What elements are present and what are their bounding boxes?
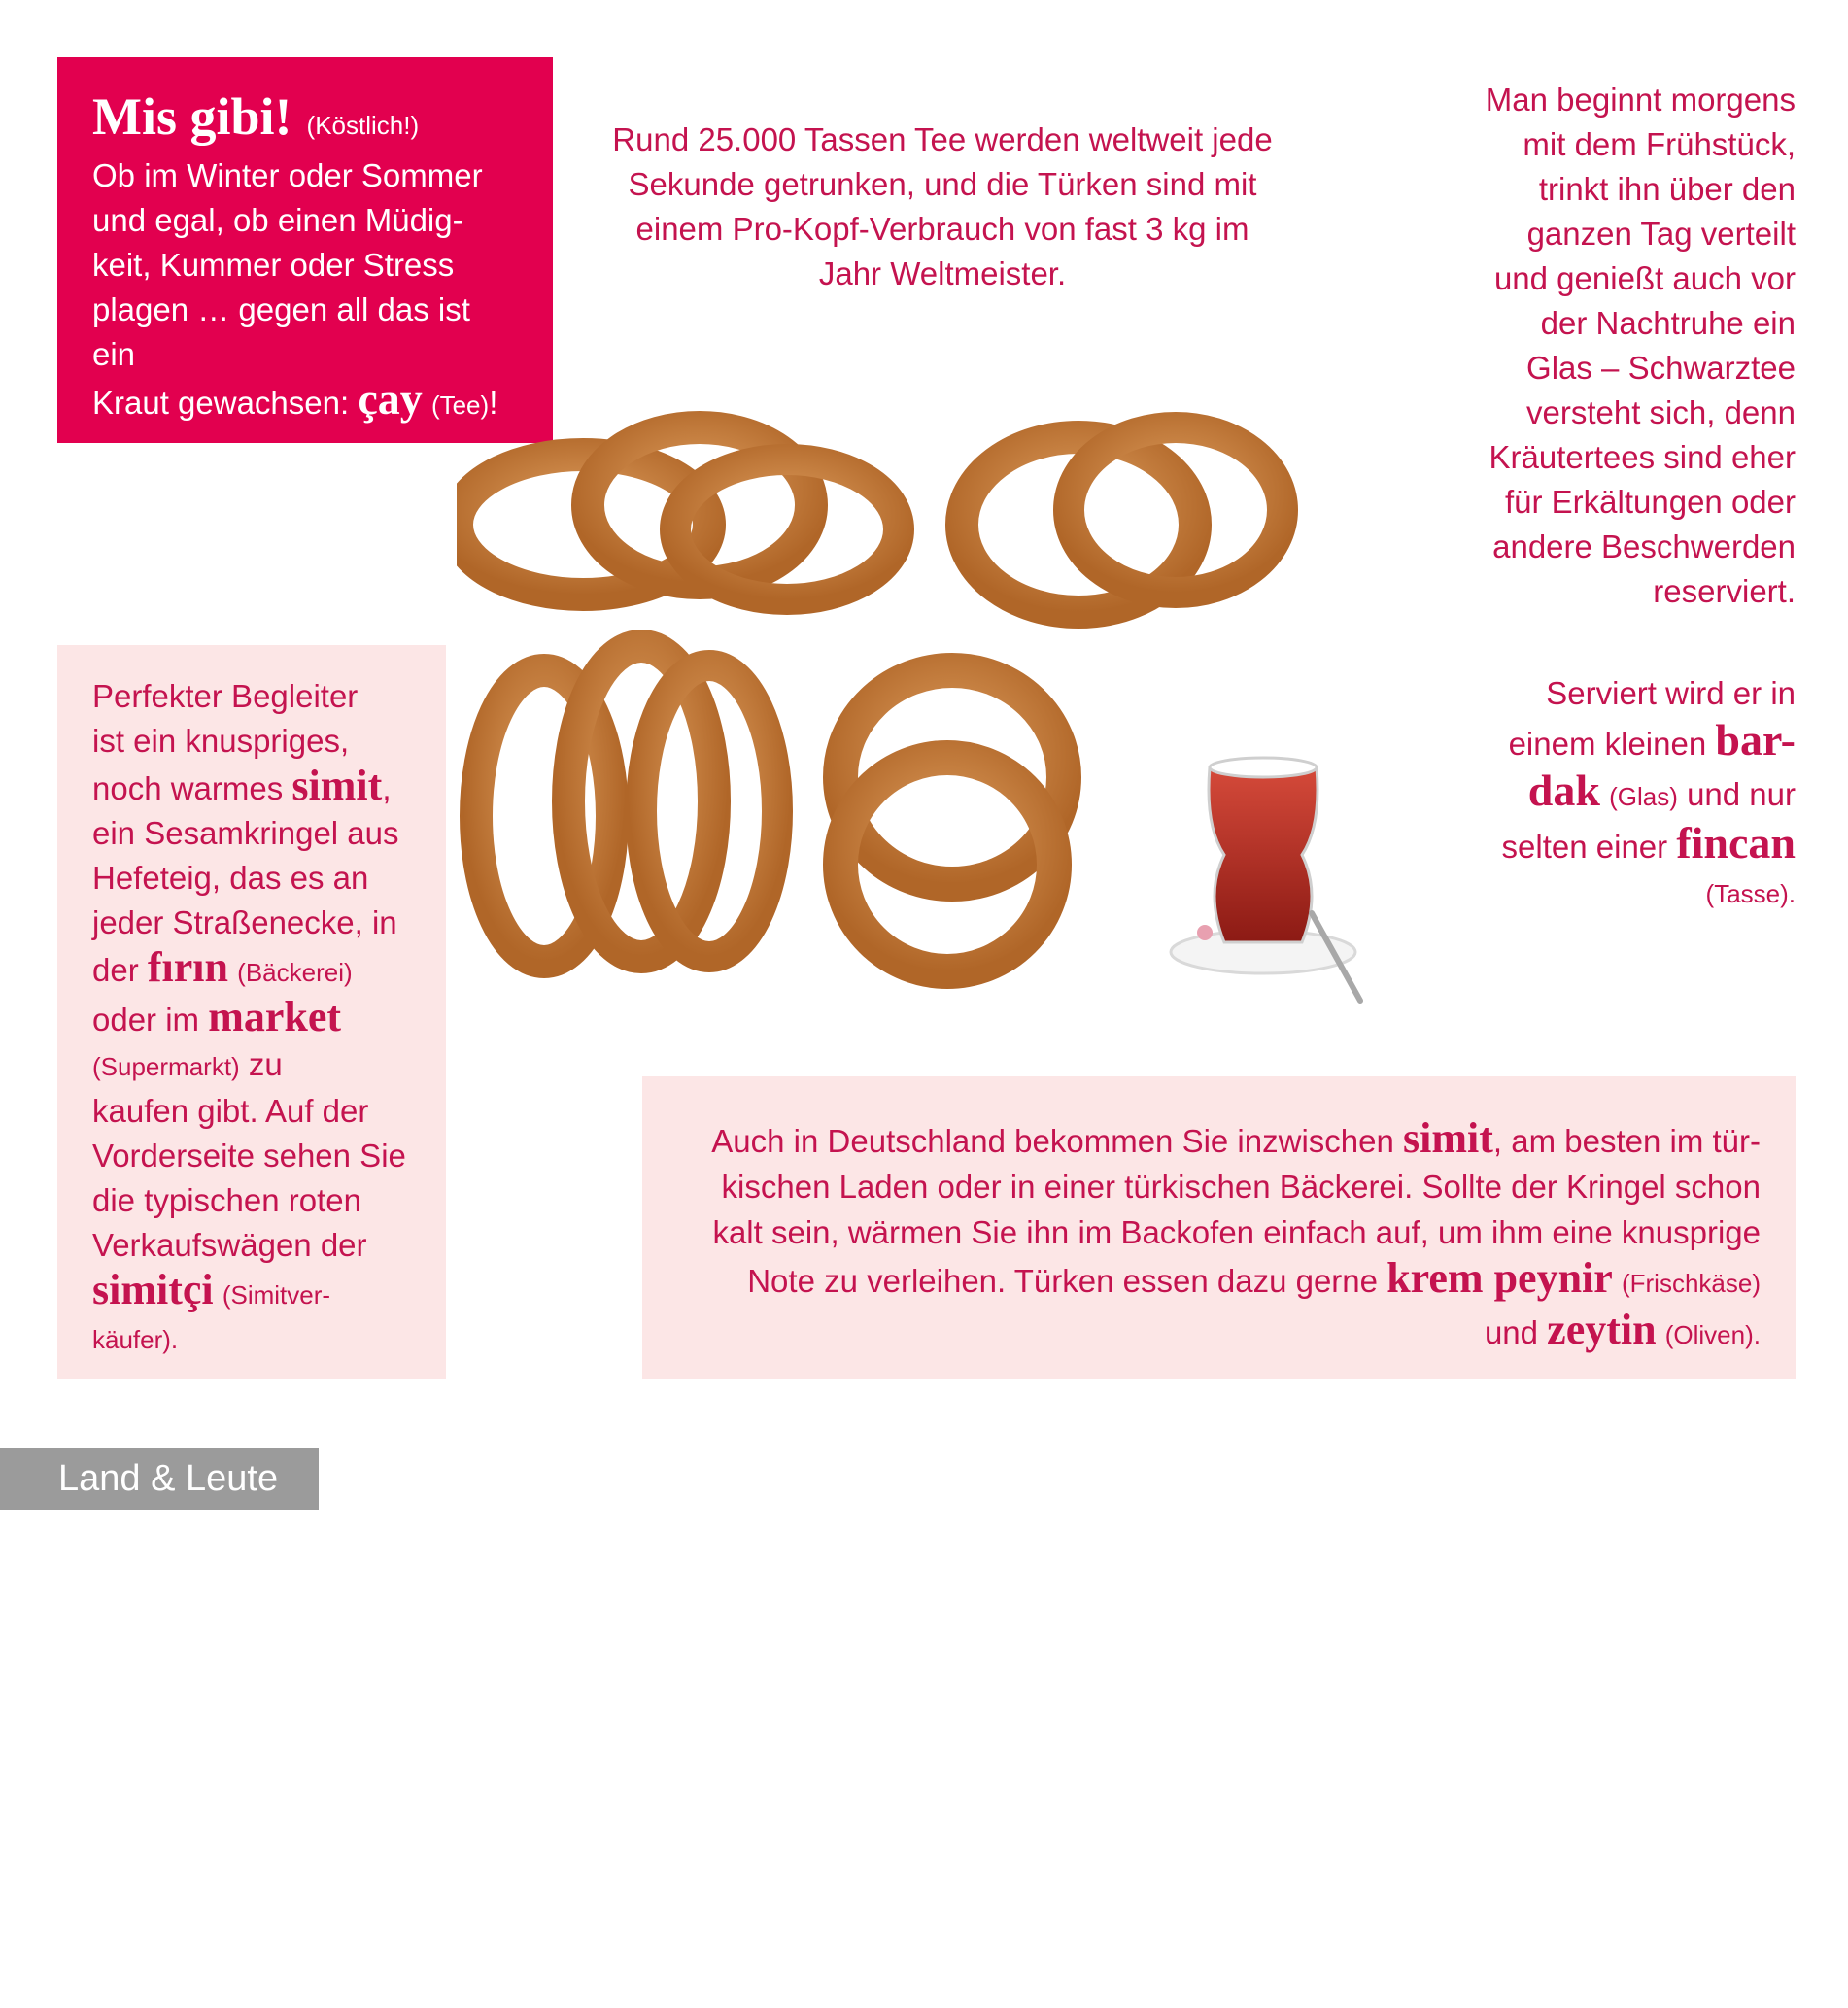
text-line	[1448, 820, 1796, 870]
text-line: Verkaufswägen der	[92, 1227, 367, 1263]
text-line	[677, 1255, 1761, 1307]
text-line	[92, 995, 417, 1042]
text-line: ist ein knuspriges,	[92, 723, 350, 759]
text-line: Man beginnt morgens	[1485, 82, 1796, 118]
text-line: kalt sein, wärmen Sie ihn im Backofen einfach auf, um ihm eine knusprige	[712, 1214, 1761, 1250]
text-line: die typischen roten	[92, 1182, 362, 1218]
intro-line: Rund 25.000 Tassen Tee werden weltweit jede	[612, 121, 1273, 157]
keyword-gloss: (Oliven).	[1664, 1320, 1761, 1349]
keyword-gloss: (Bäckerei)	[237, 958, 353, 987]
keyword-cay: çay	[358, 374, 423, 424]
text-line: ein Sesamkringel aus	[92, 815, 399, 851]
text-line: mit dem Frühstück,	[1523, 126, 1796, 162]
text-line: und genießt auch vor	[1493, 260, 1796, 296]
text-line	[1448, 717, 1796, 767]
text-line	[677, 1115, 1761, 1164]
text-line: kischen Laden oder in einer türkischen Bäckerei. Sollte der Kringel schon	[721, 1169, 1761, 1205]
text-span: einem kleinen	[1508, 726, 1707, 762]
keyword-market: market	[208, 993, 342, 1040]
text-line	[92, 1042, 417, 1089]
text-line: reserviert.	[1653, 573, 1796, 609]
text-line: ganzen Tag verteilt	[1526, 216, 1796, 252]
text-line: trinkt ihn über den	[1538, 171, 1796, 207]
callout-line: und egal, ob einen Müdig-	[92, 202, 463, 238]
intro-line: einem Pro-Kopf-Verbrauch von fast 3 kg im	[635, 211, 1249, 247]
serving-paragraph	[1448, 670, 1796, 917]
keyword-gloss: (Frischkäse)	[1621, 1269, 1761, 1298]
text-line: jeder Straßenecke, in	[92, 904, 397, 940]
keyword-simitci: simitçi	[92, 1266, 214, 1313]
text-line: der Nachtruhe ein	[1540, 305, 1796, 341]
tea-glass-icon	[1171, 758, 1360, 1001]
text-line	[92, 945, 417, 995]
keyword-gloss: (Simitver-	[222, 1280, 331, 1310]
text-span: ,	[382, 770, 392, 806]
text-line	[677, 1307, 1761, 1358]
text-line: Perfekter Begleiter	[92, 678, 359, 714]
text-line: andere Beschwerden	[1492, 528, 1796, 564]
text-span: der	[92, 952, 139, 988]
intro-line: Sekunde getrunken, und die Türken sind mit	[628, 166, 1257, 202]
keyword-firin: fırın	[147, 943, 228, 991]
keyword-zeytin: zeytin	[1547, 1306, 1657, 1353]
keyword-gloss: (Tasse).	[1705, 879, 1796, 908]
text-line: Hefeteig, das es an	[92, 860, 369, 896]
keyword-gloss: (Glas)	[1609, 782, 1678, 811]
intro-paragraph	[583, 118, 1302, 296]
section-tab: Land & Leute	[0, 1448, 319, 1510]
text-line: Glas – Schwarztee	[1526, 350, 1796, 386]
text-line: versteht sich, denn	[1526, 394, 1796, 430]
text-span: , am besten im tür-	[1492, 1123, 1761, 1159]
text-line	[92, 1268, 417, 1317]
simit-and-tea-photo	[457, 369, 1457, 1030]
callout-line: Ob im Winter oder Sommer	[92, 157, 483, 193]
keyword-krem-peynir: krem peynir	[1386, 1254, 1613, 1302]
keyword-bardak-cont: dak	[1527, 766, 1600, 815]
callout-line: keit, Kummer oder Stress	[92, 247, 455, 283]
text-line: Serviert wird er in	[1546, 675, 1796, 711]
text-span: Auch in Deutschland bekommen Sie inzwischen	[711, 1123, 1394, 1159]
keyword-bardak: bar-	[1715, 715, 1796, 765]
text-line: kaufen gibt. Auf der	[92, 1093, 369, 1129]
callout-line: plagen … gegen all das ist ein	[92, 291, 470, 372]
callout-heading: Mis gibi!	[92, 87, 292, 146]
callout-line	[92, 374, 518, 427]
simit-info-box	[57, 645, 446, 1379]
keyword-simit: simit	[1403, 1114, 1493, 1162]
keyword-gloss: (Tee)	[430, 391, 490, 420]
text-span: Note zu verleihen. Türken essen dazu gerne	[747, 1263, 1379, 1299]
callout-text: Kraut gewachsen:	[92, 385, 350, 421]
text-span: und nur	[1687, 776, 1796, 812]
callout-text: !	[489, 385, 498, 421]
keyword-simit: simit	[291, 762, 383, 809]
callout-heading-gloss: (Köstlich!)	[306, 111, 420, 140]
text-line	[92, 764, 417, 811]
keyword-gloss: (Supermarkt)	[92, 1052, 240, 1081]
simit-germany-box	[642, 1076, 1796, 1379]
text-span: oder im	[92, 1002, 200, 1038]
text-line: Kräutertees sind eher	[1489, 439, 1796, 475]
text-span: noch warmes	[92, 770, 284, 806]
text-span: und	[1484, 1314, 1538, 1350]
text-line: für Erkältungen oder	[1504, 484, 1796, 520]
text-span: selten einer	[1501, 829, 1668, 865]
text-span: zu	[248, 1046, 283, 1082]
text-line: Vorderseite sehen Sie	[92, 1138, 406, 1174]
keyword-gloss: käufer).	[92, 1325, 179, 1354]
tea-habits-paragraph	[1448, 78, 1796, 614]
intro-line: Jahr Weltmeister.	[818, 255, 1067, 291]
keyword-fincan: fincan	[1676, 818, 1796, 868]
text-line	[1448, 767, 1796, 820]
